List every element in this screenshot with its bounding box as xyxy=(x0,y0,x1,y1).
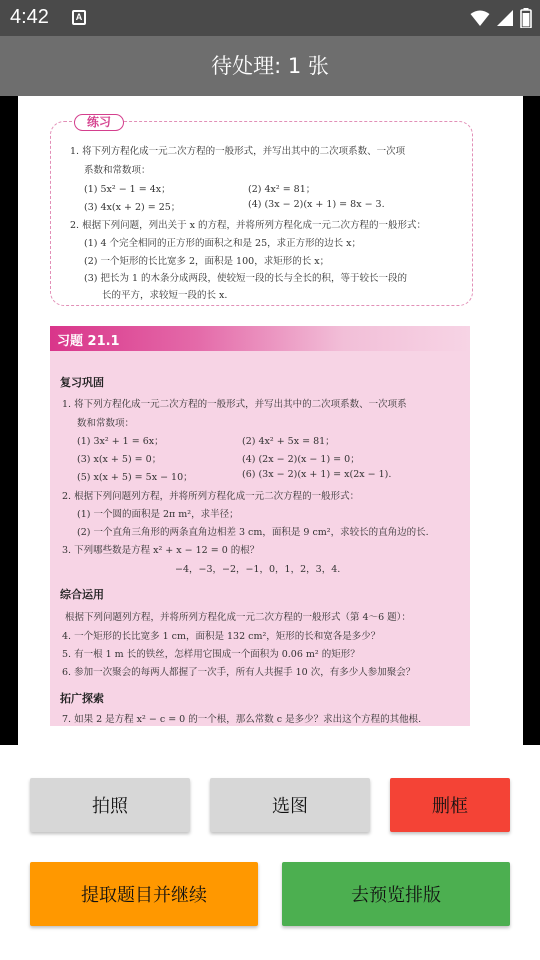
exercise-line: 6. 参加一次聚会的每两人都握了一次手，所有人共握手 10 次，有多少人参加聚会？ xyxy=(62,667,416,678)
status-icons xyxy=(470,8,532,28)
practice-line: 长的平方，求较短一段的长 x. xyxy=(102,290,228,301)
section-heading: 复习巩固 xyxy=(60,376,104,389)
exercise-line: (2) 4x² + 5x = 81； xyxy=(242,436,335,447)
practice-line: (1) 5x² − 1 = 4x； xyxy=(84,184,171,195)
practice-line: (2) 4x² = 81； xyxy=(248,184,316,195)
delete-box-button[interactable]: 删框 xyxy=(390,778,510,832)
exercise-section xyxy=(50,326,470,726)
exercise-line: (1) 3x² + 1 = 6x； xyxy=(77,436,164,447)
page-title: 待处理: 1 张 xyxy=(0,36,540,96)
practice-line: 系数和常数项： xyxy=(84,165,151,176)
status-time: 4:42 xyxy=(10,6,49,28)
wifi-icon xyxy=(470,9,490,27)
exercise-line: 7. 如果 2 是方程 x² − c = 0 的一个根，那么常数 c 是多少？求出这个方程的其他根. xyxy=(62,714,422,725)
exercise-line: (5) x(x + 5) = 5x − 10； xyxy=(77,472,193,483)
exercise-line: 1. 将下列方程化成一元二次方程的一般形式，并写出其中的二次项系数、一次项系 xyxy=(62,399,407,410)
practice-line: 1. 将下列方程化成一元二次方程的一般形式，并写出其中的二次项系数、一次项 xyxy=(70,146,406,157)
exercise-banner xyxy=(50,326,470,351)
exercise-line: 3. 下列哪些数是方程 x² + x − 12 = 0 的根？ xyxy=(62,545,260,556)
notification-a-icon: A xyxy=(72,10,86,25)
exercise-line: −4，−3，−2，−1，0，1，2，3，4. xyxy=(175,564,341,575)
exercise-line: (2) 一个直角三角形的两条直角边相差 3 cm，面积是 9 cm²，求较长的直角边的长. xyxy=(77,527,429,538)
exercise-line: 5. 有一根 1 m 长的铁丝，怎样用它围成一个面积为 0.06 m² 的矩形？ xyxy=(62,649,360,660)
practice-line: (1) 4 个完全相同的正方形的面积之和是 25，求正方形的边长 x； xyxy=(84,238,362,249)
take-photo-button[interactable]: 拍照 xyxy=(30,778,190,832)
practice-line: (4) (3x − 2)(x + 1) = 8x − 3. xyxy=(248,199,385,210)
practice-line: 2. 根据下列问题，列出关于 x 的方程，并将所列方程化成一元二次方程的一般形式： xyxy=(70,220,426,231)
exercise-line: 根据下列问题列方程，并将所列方程化成一元二次方程的一般形式（第 4～6 题）： xyxy=(65,612,411,623)
extract-and-continue-button[interactable]: 提取题目并继续 xyxy=(30,862,258,926)
practice-tag: 练习 xyxy=(74,114,124,131)
exercise-line: (4) (2x − 2)(x − 1) = 0； xyxy=(242,454,360,465)
practice-line: (3) 4x(x + 2) = 25； xyxy=(84,202,181,213)
exercise-line: (1) 一个圆的面积是 2π m²，求半径； xyxy=(77,509,239,520)
status-bar xyxy=(0,0,540,36)
exercise-line: 4. 一个矩形的长比宽多 1 cm，面积是 132 cm²，矩形的长和宽各是多少？ xyxy=(62,631,381,642)
section-heading: 综合运用 xyxy=(60,588,104,601)
exercise-line: 数和常数项： xyxy=(77,418,135,429)
textbook-page-image[interactable] xyxy=(18,96,523,745)
exercise-line: 2. 根据下列问题列方程，并将所列方程化成一元二次方程的一般形式： xyxy=(62,491,360,502)
image-viewer[interactable] xyxy=(0,96,540,745)
practice-line: (2) 一个矩形的长比宽多 2，面积是 100，求矩形的长 x； xyxy=(84,256,330,267)
battery-icon xyxy=(520,8,532,28)
preview-layout-button[interactable]: 去预览排版 xyxy=(282,862,510,926)
exercise-line: (6) (3x − 2)(x + 1) = x(2x − 1). xyxy=(242,469,392,480)
practice-line: (3) 把长为 1 的木条分成两段，使较短一段的长与全长的积，等于较长一段的 xyxy=(84,273,408,284)
exercise-line: (3) x(x + 5) = 0； xyxy=(77,454,162,465)
signal-icon xyxy=(496,9,514,27)
section-heading: 拓广探索 xyxy=(60,692,104,705)
exercise-title: 习题 21.1 xyxy=(57,334,120,349)
select-image-button[interactable]: 选图 xyxy=(210,778,370,832)
